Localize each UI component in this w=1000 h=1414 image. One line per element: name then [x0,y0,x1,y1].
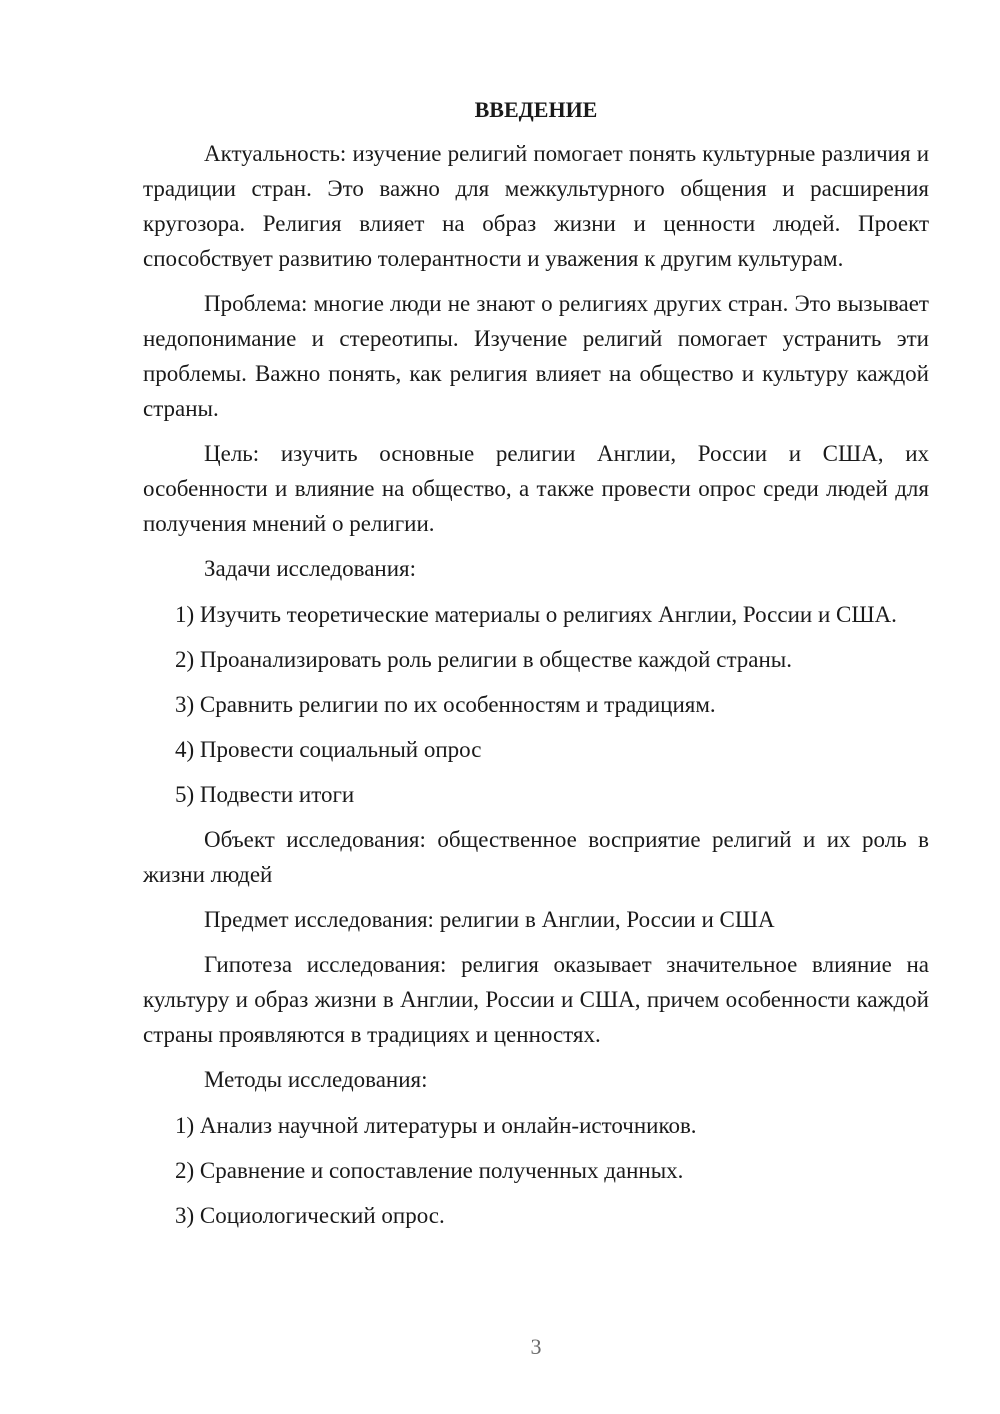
tasks-list [143,597,929,812]
task-item-3: 3) Сравнить религии по их особенностям и традициям. [175,692,716,717]
methods-heading: Методы исследования: [204,1067,428,1092]
page-title: ВВЕДЕНИЕ [474,97,598,122]
relevance-paragraph: Актуальность: изучение религий помогает понять культурные различия и традиции стран. Это важно для межкультурного общения и расширения кругозора. Религия влияет на образ жизни и ценности людей. Проект способствует развитию толерантности и уважения к другим культурам. [143,141,929,271]
object-paragraph: Объект исследования: общественное восприятие религий и их роль в жизни людей [143,827,929,887]
task-item-4: 4) Провести социальный опрос [175,737,482,762]
task-item-5: 5) Подвести итоги [175,782,355,807]
tasks-heading: Задачи исследования: [204,556,417,581]
task-item-2: 2) Проанализировать роль религии в обществе каждой страны. [175,647,792,672]
hypothesis-paragraph: Гипотеза исследования: религия оказывает значительное влияние на культуру и образ жизни в Англии, России и США, причем особенности каждой страны проявляются в традициях и ценностях. [143,952,929,1047]
method-item-1: 1) Анализ научной литературы и онлайн-источников. [175,1113,697,1138]
method-item-2: 2) Сравнение и сопоставление полученных данных. [175,1158,684,1183]
task-item-1: 1) Изучить теоретические материалы о религиях Англии, России и США. [175,602,897,627]
page-content [143,92,929,1243]
method-item-3: 3) Социологический опрос. [175,1203,445,1228]
goal-paragraph: Цель: изучить основные религии Англии, России и США, их особенности и влияние на общество, а также провести опрос среди людей для получения мнений о религии. [143,441,929,536]
subject-paragraph: Предмет исследования: религии в Англии, России и США [204,907,775,932]
page-number: 3 [530,1334,542,1359]
methods-list [143,1108,929,1233]
problem-paragraph: Проблема: многие люди не знают о религиях других стран. Это вызывает недопонимание и стереотипы. Изучение религий помогает устранить эти проблемы. Важно понять, как религия влияет на общество и культуру каждой страны. [143,291,929,421]
